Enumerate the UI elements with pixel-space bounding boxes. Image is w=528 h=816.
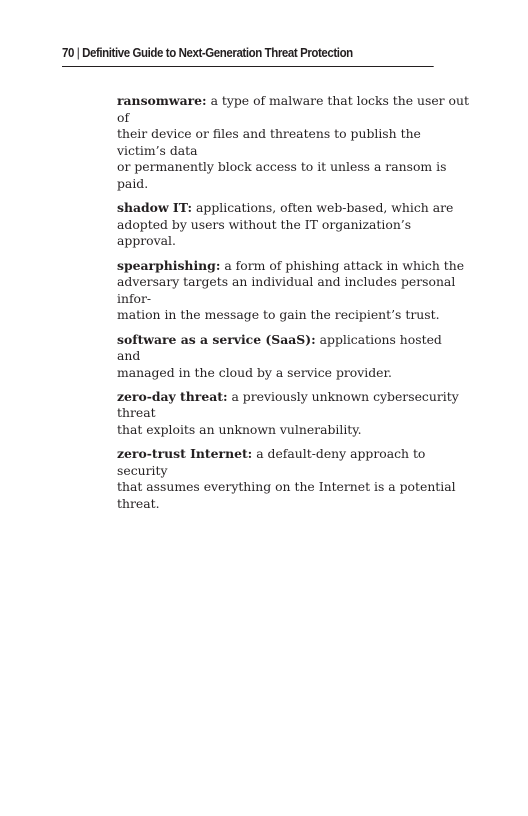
page-number: 70 [62, 46, 74, 60]
definition-line: adopted by users without the IT organization’s approval. [117, 216, 412, 249]
glossary-entry-ransomware [117, 93, 469, 193]
glossary-entry-spearphishing [117, 258, 469, 324]
definition-line: that exploits an unknown vulnerability. [117, 422, 362, 438]
definition-line: managed in the cloud by a service provider. [117, 364, 392, 380]
glossary-term: software as a service (SaaS): [117, 331, 316, 347]
definition-line: their device or files and threatens to publish the victim’s data [117, 126, 421, 158]
glossary-term: spearphishing: [117, 257, 221, 273]
glossary-entry-saas [117, 332, 469, 382]
running-header [62, 44, 434, 67]
definition-line: applications hosted and [117, 331, 442, 364]
definition-line: a form of phishing attack in which the [224, 257, 465, 273]
glossary-entry-zero-trust-internet [117, 446, 469, 512]
glossary-term: zero-day threat: [117, 388, 228, 404]
definition-line: applications, often web-based, which are [196, 200, 454, 216]
book-title: Definitive Guide to Next-Generation Threat Protection [82, 46, 353, 60]
glossary-term: shadow IT: [117, 200, 193, 216]
glossary-entry-shadow-it [117, 200, 469, 250]
header-separator: | [76, 46, 80, 60]
definition-line: that assumes everything on the Internet is a potential threat. [117, 479, 456, 512]
definition-line: a type of malware that locks the user out of [117, 93, 469, 125]
definition-line: a default-deny approach to security [117, 446, 426, 478]
glossary-term: zero-trust Internet: [117, 446, 253, 462]
glossary-entry-zero-day-threat [117, 389, 469, 439]
definition-line: or permanently block access to it unless a ransom is paid. [117, 159, 447, 191]
definition-line: a previously unknown cybersecurity threat [117, 388, 459, 421]
glossary-list [117, 93, 469, 520]
definition-line: mation in the message to gain the recipient’s trust. [117, 307, 440, 323]
glossary-term: ransomware: [117, 93, 207, 108]
definition-line: adversary targets an individual and includes personal infor- [117, 274, 456, 306]
